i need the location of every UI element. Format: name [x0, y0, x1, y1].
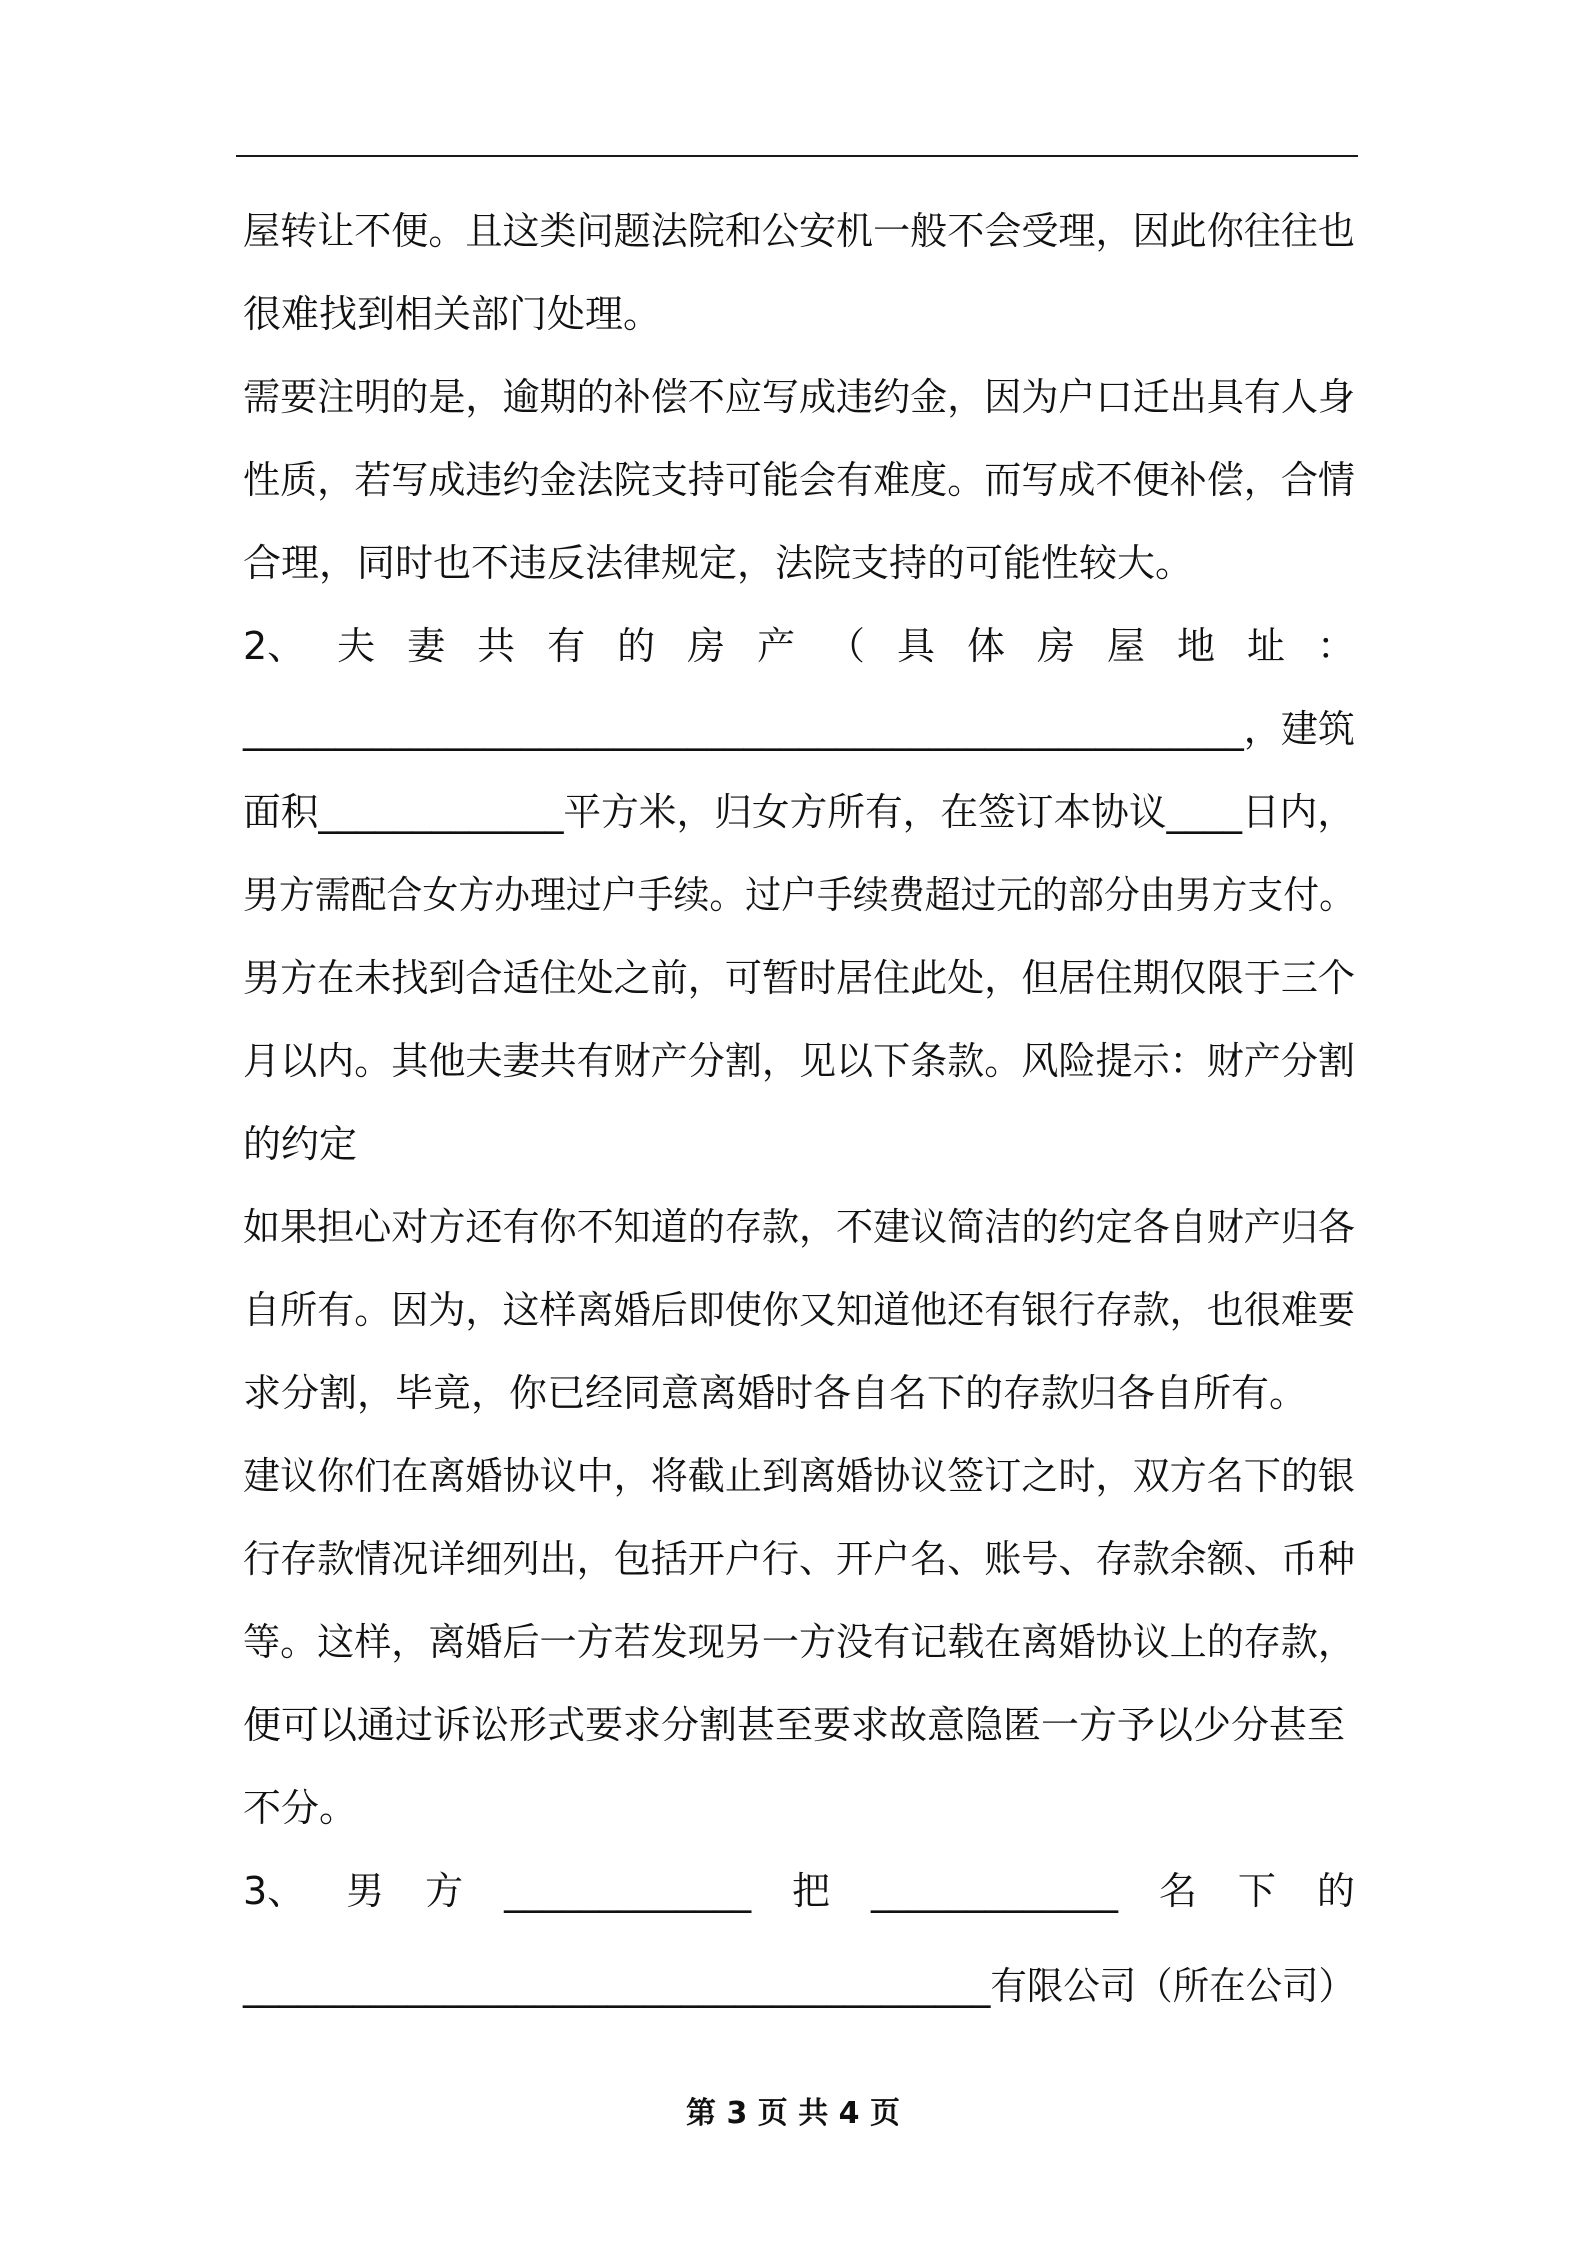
clause-token: _____________: [504, 1869, 752, 1913]
clause-token: 方: [425, 1869, 464, 1913]
clause-token: 址: [1246, 624, 1285, 668]
text-line: 男方需配合女方办理过户手续。过户手续费超过元的部分由男方支付。: [243, 873, 1356, 917]
clause-token: 房: [687, 624, 726, 668]
text-line: 屋转让不便。且这类问题法院和公安机一般不会受理，因此你往往也: [243, 209, 1355, 253]
clause-token: 有: [547, 624, 586, 668]
text-line: _________________________________________有限公司（所在公司）: [243, 1964, 1355, 2008]
address-blank-line: ______________________________________________________，建筑: [243, 707, 1355, 751]
text-line: 建议你们在离婚协议中，将截止到离婚协议签订之时，双方名下的银: [243, 1454, 1355, 1498]
text-line: 便可以通过诉讼形式要求分割甚至要求故意隐匿一方予以少分甚至: [243, 1703, 1346, 1747]
text-line: 不分。: [243, 1786, 358, 1830]
clause-token: 共: [477, 624, 516, 668]
text-line: 等。这样，离婚后一方若发现另一方没有记载在离婚协议上的存款，: [243, 1620, 1355, 1664]
text-line: 男方在未找到合适住处之前，可暂时居住此处，但居住期仅限于三个: [243, 956, 1355, 1000]
clause-token: 2、: [243, 624, 306, 668]
header-rule: [236, 155, 1358, 157]
clause-token: 男: [346, 1869, 385, 1913]
text-line: 需要注明的是，逾期的补偿不应写成违约金，因为户口迁出具有人身: [243, 375, 1355, 419]
text-line: 行存款情况详细列出，包括开户行、开户名、账号、存款余额、币种: [243, 1537, 1355, 1581]
clause-token: 地: [1176, 624, 1215, 668]
clause-token: （: [827, 624, 866, 668]
clause-token: 的: [1316, 1869, 1355, 1913]
page-number-footer: 第 3 页 共 4 页: [686, 2096, 900, 2131]
clause-token: 具: [897, 624, 936, 668]
clause-token: _____________: [871, 1869, 1118, 1913]
text-line: 面积_____________平方米，归女方所有，在签订本协议____日内，: [243, 790, 1356, 834]
text-line: 的约定: [243, 1122, 358, 1166]
clause-token: 夫: [337, 624, 376, 668]
clause-3-heading: [243, 1867, 1355, 1915]
clause-token: 体: [967, 624, 1006, 668]
clause-token: ：: [1316, 624, 1355, 668]
text-line: 性质，若写成违约金法院支持可能会有难度。而写成不便补偿，合情: [243, 458, 1355, 502]
text-line: 求分割，毕竟，你已经同意离婚时各自名下的存款归各自所有。: [243, 1371, 1308, 1415]
text-line: 很难找到相关部门处理。: [243, 292, 662, 336]
clause-2-heading: [243, 622, 1355, 670]
text-line: 如果担心对方还有你不知道的存款，不建议简洁的约定各自财产归各: [243, 1205, 1355, 1249]
text-line: 自所有。因为，这样离婚后即使你又知道他还有银行存款，也很难要: [243, 1288, 1355, 1332]
clause-token: 产: [757, 624, 796, 668]
clause-token: 妻: [407, 624, 446, 668]
clause-token: 屋: [1106, 624, 1145, 668]
clause-token: 的: [617, 624, 656, 668]
clause-token: 下: [1237, 1869, 1276, 1913]
clause-token: 把: [792, 1869, 831, 1913]
clause-token: 名: [1158, 1869, 1197, 1913]
text-line: 月以内。其他夫妻共有财产分割，见以下条款。风险提示：财产分割: [243, 1039, 1355, 1083]
clause-token: 房: [1037, 624, 1076, 668]
clause-token: 3、: [243, 1869, 306, 1913]
text-line: 合理，同时也不违反法律规定，法院支持的可能性较大。: [243, 541, 1194, 585]
